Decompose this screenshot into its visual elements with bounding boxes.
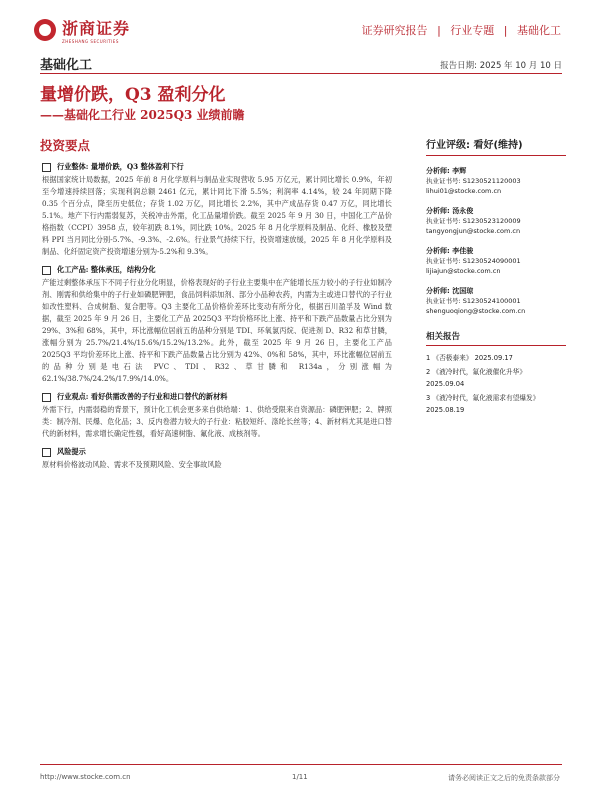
checkbox-bullet-icon bbox=[42, 266, 51, 275]
analyst-name: 分析师: 汤永俊 bbox=[426, 207, 474, 215]
analyst-email[interactable]: tangyongjun@stocke.com.cn bbox=[426, 227, 521, 235]
related-report-item[interactable]: 3 《液冷时代，氟化液需求有望爆发》 2025.08.19 bbox=[426, 394, 540, 414]
bullet-heading: 行业观点: 看好供需改善的子行业和进口替代的新材料 bbox=[42, 391, 392, 403]
related-report-item[interactable]: 1 《否极泰来》 2025.09.17 bbox=[426, 354, 513, 362]
industry-rating: 行业评级: 看好(维持) bbox=[426, 136, 566, 156]
analyst-name: 分析师: 沈国琼 bbox=[426, 287, 474, 295]
analyst-email[interactable]: lihui01@stocke.com.cn bbox=[426, 187, 502, 195]
analyst-card bbox=[426, 286, 566, 316]
analyst-cert: 执业证书号: S1230524090001 bbox=[426, 257, 521, 265]
nav-report-kind: 行业专题 bbox=[450, 24, 495, 37]
analyst-card bbox=[426, 246, 566, 276]
section-label: 基础化工 bbox=[40, 58, 93, 73]
analyst-name: 分析师: 李辉 bbox=[426, 167, 467, 175]
checkbox-bullet-icon bbox=[42, 163, 51, 172]
bullet-heading: 行业整体: 量增价跌，Q3 整体盈利下行 bbox=[42, 161, 392, 173]
footer-disclaimer: 请务必阅读正文之后的免责条款部分 bbox=[448, 774, 560, 782]
header-divider bbox=[40, 73, 562, 74]
bullet-heading: 化工产品: 整体承压，结构分化 bbox=[42, 264, 392, 276]
bullet-paragraph: 外需下行，内需弱稳的背景下，预计化工机会更多来自供给端：1、供给受限来自资源品：磷肥钾肥；2、牌照类：制冷剂、民爆、危化品；3、反内卷潜力较大的子行业：粘胶短纤、涤纶长丝等；4、新材料尤其是进口替代的新材料，需求增长确定性强，看好高速树脂、氟化液、成核剂等。 bbox=[42, 405, 392, 438]
logo-icon bbox=[34, 19, 56, 41]
analyst-name: 分析师: 李佳骏 bbox=[426, 247, 474, 255]
bullet-paragraph: 产能过剩整体承压下不同子行业分化明显，价格表现好的子行业主要集中在产能增长压力较小的子行业如制冷剂、刚需和供给集中的子行业如磷肥钾肥，食品饲料添加剂、部分小品种农药，内需为主或进口替代的子行业如改性塑料、合成树脂、复合肥等。Q3 主要化工品价格价差环比变动有所分化，根据百川盈孚及 Wind 数据，截至 2025 年 9 月 26 日，主要化工产品 2025Q3 平均价格环比上涨、持平和下跌产品数量占比分别为 29%、3%和 68%，其中，环比涨幅位居前五的品种分别是 TDI、环氧氯丙烷、促进剂 D、R32 和草甘膦，涨幅分别为 25.7%/21.4%/15.6%/15.2%/13.2%。此外，截至 2025 年 9 月 26 日，主要化工产品 2025Q3 平均价差环比上涨、持平和下跌产品数量占比分别为 42%、0%和 58%，其中，环比涨幅位居前五的品种分别是电石法 PVC、TDI、R32、草甘膦和 R134a，分别涨幅为 62.1%/38.7%/24.2%/17.9%/14.0%。 bbox=[42, 278, 392, 383]
nav-divider: | bbox=[503, 24, 508, 37]
report-subtitle: ——基础化工行业 2025Q3 业绩前瞻 bbox=[40, 108, 245, 122]
key-points-heading: 投资要点 bbox=[40, 138, 91, 153]
related-reports-list bbox=[426, 352, 566, 416]
analyst-cert: 执业证书号: S1230524100001 bbox=[426, 297, 521, 305]
report-category-nav bbox=[359, 22, 564, 38]
page-number: 1/11 bbox=[292, 773, 308, 781]
nav-divider: | bbox=[437, 24, 441, 37]
logo-name: 浙商证券 bbox=[62, 19, 131, 38]
logo-english: ZHESHANG SECURITIES bbox=[62, 39, 119, 44]
company-logo bbox=[34, 16, 130, 44]
report-date: 报告日期: 2025 年 10 月 10 日 bbox=[440, 61, 562, 71]
bullet-paragraph: 根据国家统计局数据，2025 年前 8 月化学原料与制品业实现营收 5.95 万亿元，累计同比增长 0.9%，年初至今增速持续回落；实现利润总额 2461 亿元，累计同比下滑 5.5%；利润率 4.14%，较 24 年同期下降 0.35 个百分点，降至历史低位；存货 1.02 万亿，同比增长 2.2%，其中产成品存货 0.47 万亿，同比增长 5.1%。地产下行内需弱复苏，关税冲击外需，化工品量增价跌。截至 2025 年 9 月 30 日，中国化工产品价格指数（CCPI）3958 点，较年初跌 8.1%，同比跌 10%。2025 年 8 月化学原料及制品、化纤、橡胶及塑料 PPI 当月同比分别-5.7%、-9.3%、-2.6%。行业景气持续下行，投资增速放缓，2025 年 8 月化学原料及制品、化纤固定资产投资增速分别为-5.2%和 9.3%。 bbox=[42, 175, 392, 256]
related-reports-heading: 相关报告 bbox=[426, 330, 566, 346]
bullet-paragraph: 原材料价格波动风险、需求不及预期风险、安全事故风险 bbox=[42, 460, 222, 469]
checkbox-bullet-icon bbox=[42, 393, 51, 402]
analyst-email[interactable]: shenguoqiong@stocke.com.cn bbox=[426, 307, 526, 315]
analyst-email[interactable]: lijiajun@stocke.com.cn bbox=[426, 267, 501, 275]
nav-report-type: 证券研究报告 bbox=[361, 24, 428, 37]
related-report-item[interactable]: 2 《液冷时代，氟化液催化升华》 2025.09.04 bbox=[426, 368, 527, 388]
footer-url[interactable]: http://www.stocke.com.cn bbox=[40, 773, 131, 781]
analyst-card bbox=[426, 206, 566, 236]
footer-divider bbox=[40, 764, 562, 765]
nav-industry: 基础化工 bbox=[517, 24, 561, 37]
key-points-body bbox=[42, 157, 392, 477]
analyst-card bbox=[426, 166, 566, 196]
sidebar bbox=[426, 136, 566, 418]
checkbox-bullet-icon bbox=[42, 448, 51, 457]
analyst-cert: 执业证书号: S1230523120009 bbox=[426, 217, 521, 225]
report-title: 量增价跌，Q3 盈利分化 bbox=[40, 85, 226, 105]
bullet-heading: 风险提示 bbox=[42, 446, 392, 458]
analyst-cert: 执业证书号: S1230521120003 bbox=[426, 177, 521, 185]
